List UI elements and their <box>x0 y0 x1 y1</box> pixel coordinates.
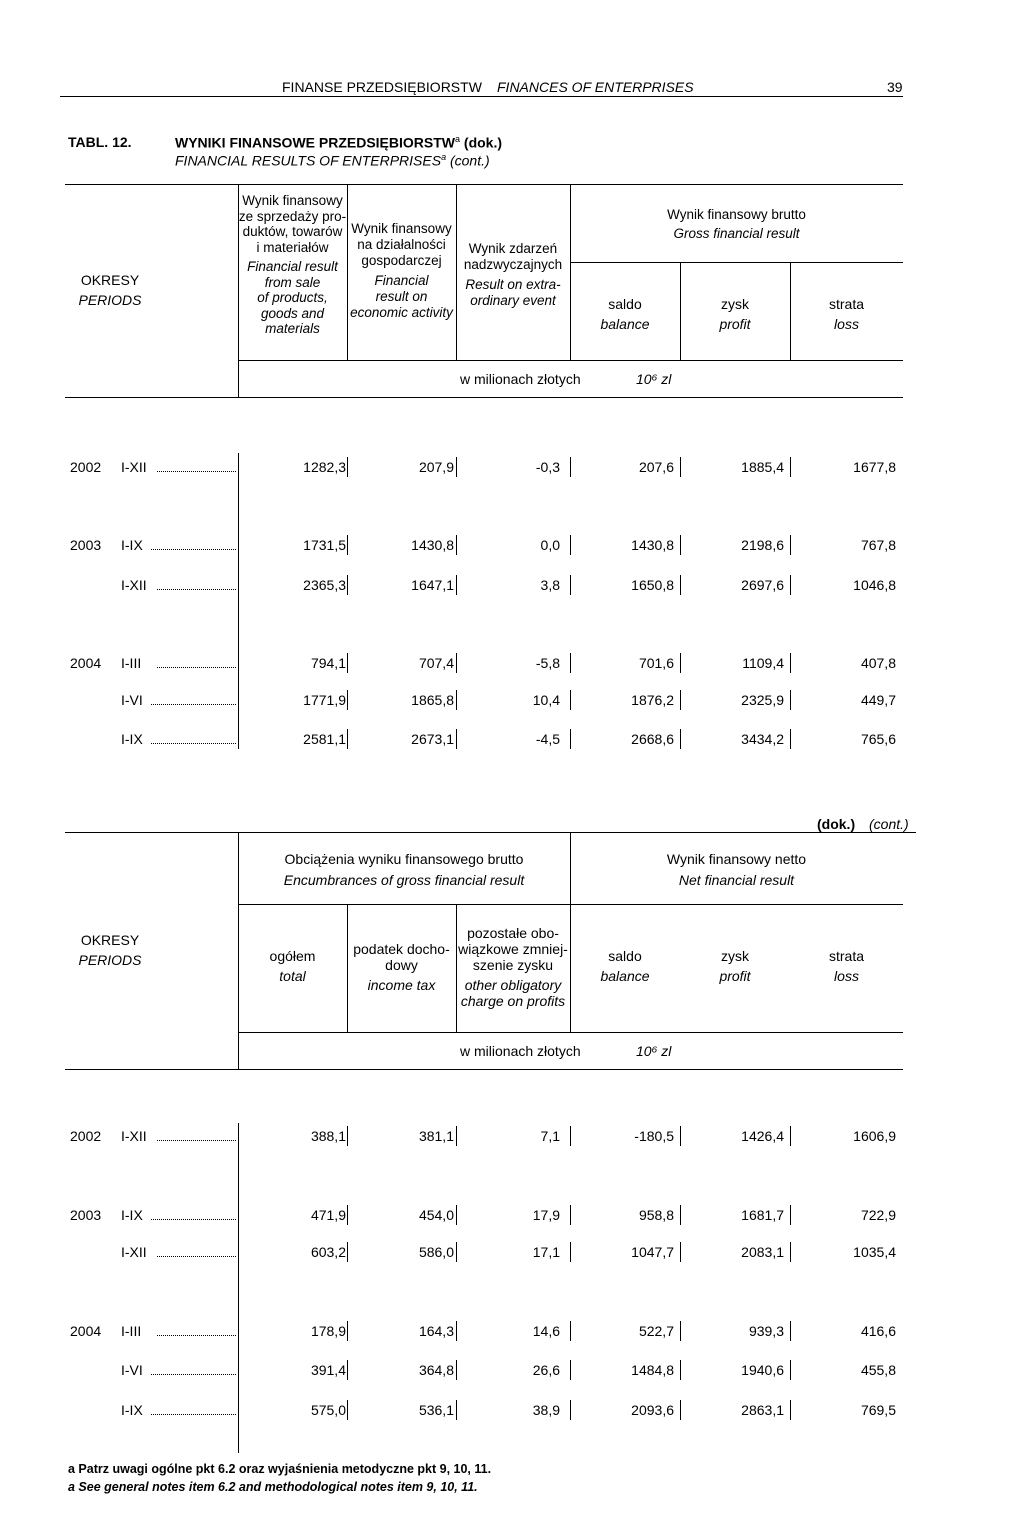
leader-dots <box>151 743 236 744</box>
row-year: 2002 <box>70 459 102 475</box>
periods-header-2: OKRESY PERIODS <box>78 932 142 968</box>
row-year: 2004 <box>70 1323 102 1339</box>
col-header-strata-2: strata loss <box>828 948 864 984</box>
cell-value: 536,1 <box>418 1402 454 1418</box>
cell-value: 603,2 <box>310 1244 346 1260</box>
col-header-sales <box>238 193 347 337</box>
cell-value: 1940,6 <box>741 1362 784 1378</box>
part2-top-rule <box>65 832 916 833</box>
periods-label-pl: OKRESY <box>80 272 140 288</box>
cell-value: 207,6 <box>638 459 674 475</box>
part1-gross-rule <box>570 262 903 263</box>
col-header-gross <box>570 207 903 242</box>
unit-label-pl: w milionach złotych <box>460 371 581 387</box>
cell-value: 1430,8 <box>631 537 674 553</box>
gross-pl: Wynik finansowy brutto <box>667 207 806 222</box>
col-sales-pl: Wynik finansowy ze sprzedaży pro- duktów, towarów i materiałów <box>238 193 347 255</box>
cell-value: 391,4 <box>310 1362 346 1378</box>
cell-value: 17,9 <box>532 1207 560 1223</box>
table-title-pl <box>175 134 502 151</box>
part1-unit-rule <box>238 360 903 361</box>
row-period: I-IX <box>121 537 143 553</box>
cell-value: 164,3 <box>418 1323 454 1339</box>
cell-value: 449,7 <box>860 692 896 708</box>
cell-value: 26,6 <box>532 1362 560 1378</box>
cell-value: 1606,9 <box>853 1128 896 1144</box>
col-header-other-charge: pozostałe obo- wiązkowe zmniej- szenie zysku other obligatory charge on profits <box>458 925 568 1009</box>
cell-value: 794,1 <box>310 655 346 671</box>
col-header-zysk-2: zysk profit <box>719 948 751 984</box>
cell-value: 1109,4 <box>742 655 784 671</box>
continuation-label <box>817 816 909 832</box>
cell-value: 1650,8 <box>631 577 674 593</box>
col-header-zysk: zysk profit <box>719 296 751 332</box>
leader-dots <box>151 1219 236 1220</box>
row-period: I-III <box>121 655 142 671</box>
row-period: I-III <box>121 1323 142 1339</box>
cell-value: 2198,6 <box>741 537 784 553</box>
footnote-en: a See general notes item 6.2 and methodological notes item 9, 10, 11. <box>68 1480 478 1494</box>
col-sales-en: Financial result from sale of products, goods and materials <box>247 259 338 336</box>
leader-dots <box>157 667 236 668</box>
cell-value: 1647,1 <box>411 577 454 593</box>
cell-value: 575,0 <box>310 1402 346 1418</box>
cell-value: 14,6 <box>532 1323 560 1339</box>
row-year: 2002 <box>70 1128 102 1144</box>
leader-dots <box>157 1256 236 1257</box>
running-header <box>60 79 903 97</box>
cell-value: 3434,2 <box>741 731 784 747</box>
cell-value: 407,8 <box>860 655 896 671</box>
part2-bottom-rule <box>65 1069 903 1070</box>
cell-value: 1282,3 <box>303 459 346 475</box>
cell-value: 0,0 <box>540 537 560 553</box>
cell-value: 958,8 <box>638 1207 674 1223</box>
col-header-encumbrances: Obciążenia wyniku finansowego brutto Encumbrances of gross financial result <box>283 851 525 888</box>
cell-value: 1677,8 <box>853 459 896 475</box>
footnote-mark: a <box>455 134 461 144</box>
row-period: I-IX <box>121 1207 143 1223</box>
table-title-en-text: FINANCIAL RESULTS OF ENTERPRISES <box>175 152 442 169</box>
col-header-extra <box>456 241 570 309</box>
row-period: I-VI <box>121 1362 143 1378</box>
col-extra-pl: Wynik zdarzeń nadzwyczajnych <box>463 241 563 272</box>
cell-value: -5,8 <box>535 655 560 671</box>
cell-value: 1430,8 <box>411 537 454 553</box>
footnote-pl: a Patrz uwagi ogólne pkt 6.2 oraz wyjaśnienia metodyczne pkt 9, 10, 11. <box>68 1462 492 1476</box>
cell-value: 38,9 <box>532 1402 560 1418</box>
cell-value: 3,8 <box>540 577 560 593</box>
leader-dots <box>151 704 236 705</box>
col-header-saldo: saldo balance <box>600 296 650 332</box>
unit-label-en: 10⁶ zl <box>636 371 672 387</box>
cell-value: 471,9 <box>310 1207 346 1223</box>
cell-value: 701,6 <box>638 655 674 671</box>
cell-value: 939,3 <box>748 1323 784 1339</box>
part2-unit-rule <box>238 1032 903 1033</box>
cell-value: 1731,5 <box>303 537 346 553</box>
cell-value: 1047,7 <box>631 1244 674 1260</box>
cell-value: 522,7 <box>638 1323 674 1339</box>
col-header-net: Wynik finansowy netto Net financial result <box>666 851 807 888</box>
cell-value: 1426,4 <box>741 1128 784 1144</box>
cell-value: 1885,4 <box>741 459 784 475</box>
leader-dots <box>151 549 236 550</box>
table-label: TABL. 12. <box>68 134 132 150</box>
cell-value: 2581,1 <box>303 731 346 747</box>
cell-value: 2365,3 <box>303 577 346 593</box>
cell-value: 2697,6 <box>741 577 784 593</box>
unit-label-en-2: 10⁶ zl <box>636 1043 672 1059</box>
running-header-title-en: FINANCES OF ENTERPRISES <box>497 79 694 95</box>
row-period: I-XII <box>121 459 147 475</box>
cell-value: 2863,1 <box>741 1402 784 1418</box>
row-period: I-XII <box>121 1244 147 1260</box>
row-period: I-IX <box>121 731 143 747</box>
cont-pl: (dok.) <box>817 816 856 832</box>
table-title-pl-text: WYNIKI FINANSOWE PRZEDSIĘBIORSTW <box>175 134 455 151</box>
cell-value: -4,5 <box>535 731 560 747</box>
cell-value: 388,1 <box>310 1128 346 1144</box>
cell-value: 2673,1 <box>411 731 454 747</box>
gross-en: Gross financial result <box>673 226 800 241</box>
cell-value: 1681,7 <box>741 1207 784 1223</box>
cell-value: 178,9 <box>310 1323 346 1339</box>
page-number: 39 <box>887 79 903 95</box>
cell-value: 769,5 <box>860 1402 896 1418</box>
col-header-income-tax: podatek docho- dowy income tax <box>353 941 450 993</box>
col-header-strata: strata loss <box>828 296 864 332</box>
cell-value: 416,6 <box>860 1323 896 1339</box>
table-title-pl-tail: (dok.) <box>463 134 503 151</box>
col-header-econ <box>347 221 456 321</box>
row-period: I-VI <box>121 692 143 708</box>
cell-value: 381,1 <box>418 1128 454 1144</box>
cell-value: 454,0 <box>418 1207 454 1223</box>
leader-dots <box>157 1335 236 1336</box>
part1-top-rule <box>65 184 903 185</box>
leader-dots <box>157 471 236 472</box>
cell-value: 2325,9 <box>741 692 784 708</box>
cell-value: -0,3 <box>535 459 560 475</box>
cell-value: 1771,9 <box>303 692 346 708</box>
row-period: I-IX <box>121 1402 143 1418</box>
cell-value: 207,9 <box>418 459 454 475</box>
cell-value: 17,1 <box>532 1244 560 1260</box>
leader-dots <box>151 1414 236 1415</box>
col-econ-en: Financial result on economic activity <box>350 273 453 320</box>
periods-label-en: PERIODS <box>78 292 142 308</box>
row-period: I-XII <box>121 1128 147 1144</box>
col-extra-en: Result on extra- ordinary event <box>465 277 561 308</box>
row-year: 2003 <box>70 537 102 553</box>
row-period: I-XII <box>121 577 147 593</box>
cell-value: 586,0 <box>418 1244 454 1260</box>
cell-value: 1484,8 <box>631 1362 674 1378</box>
cell-value: 1035,4 <box>853 1244 896 1260</box>
footnote-mark: a <box>441 152 447 162</box>
col-header-total: ogółem total <box>269 948 316 984</box>
table-title-en <box>175 152 490 169</box>
part1-bottom-rule <box>65 397 903 398</box>
cell-value: 707,4 <box>418 655 454 671</box>
leader-dots <box>157 1140 236 1141</box>
unit-label-pl-2: w milionach złotych <box>460 1043 581 1059</box>
cell-value: 10,4 <box>532 692 560 708</box>
leader-dots <box>151 1374 236 1375</box>
cell-value: 1865,8 <box>411 692 454 708</box>
cell-value: 1046,8 <box>853 577 896 593</box>
row-year: 2004 <box>70 655 102 671</box>
col-header-saldo-2: saldo balance <box>600 948 650 984</box>
row-year: 2003 <box>70 1207 102 1223</box>
periods-header <box>65 272 155 308</box>
cell-value: 2093,6 <box>631 1402 674 1418</box>
cell-value: -180,5 <box>634 1128 674 1144</box>
leader-dots <box>157 589 236 590</box>
cell-value: 765,6 <box>860 731 896 747</box>
cell-value: 1876,2 <box>631 692 674 708</box>
running-header-title-pl: FINANSE PRZEDSIĘBIORSTW <box>282 79 482 95</box>
cell-value: 364,8 <box>418 1362 454 1378</box>
cell-value: 2083,1 <box>741 1244 784 1260</box>
cell-value: 767,8 <box>860 537 896 553</box>
header-rule <box>60 96 903 97</box>
cell-value: 722,9 <box>860 1207 896 1223</box>
cell-value: 455,8 <box>860 1362 896 1378</box>
table-title-en-tail: (cont.) <box>449 152 490 169</box>
cell-value: 2668,6 <box>631 731 674 747</box>
col-econ-pl: Wynik finansowy na działalności gospodarczej <box>351 221 452 268</box>
cell-value: 7,1 <box>540 1128 560 1144</box>
cont-en: (cont.) <box>869 816 909 832</box>
